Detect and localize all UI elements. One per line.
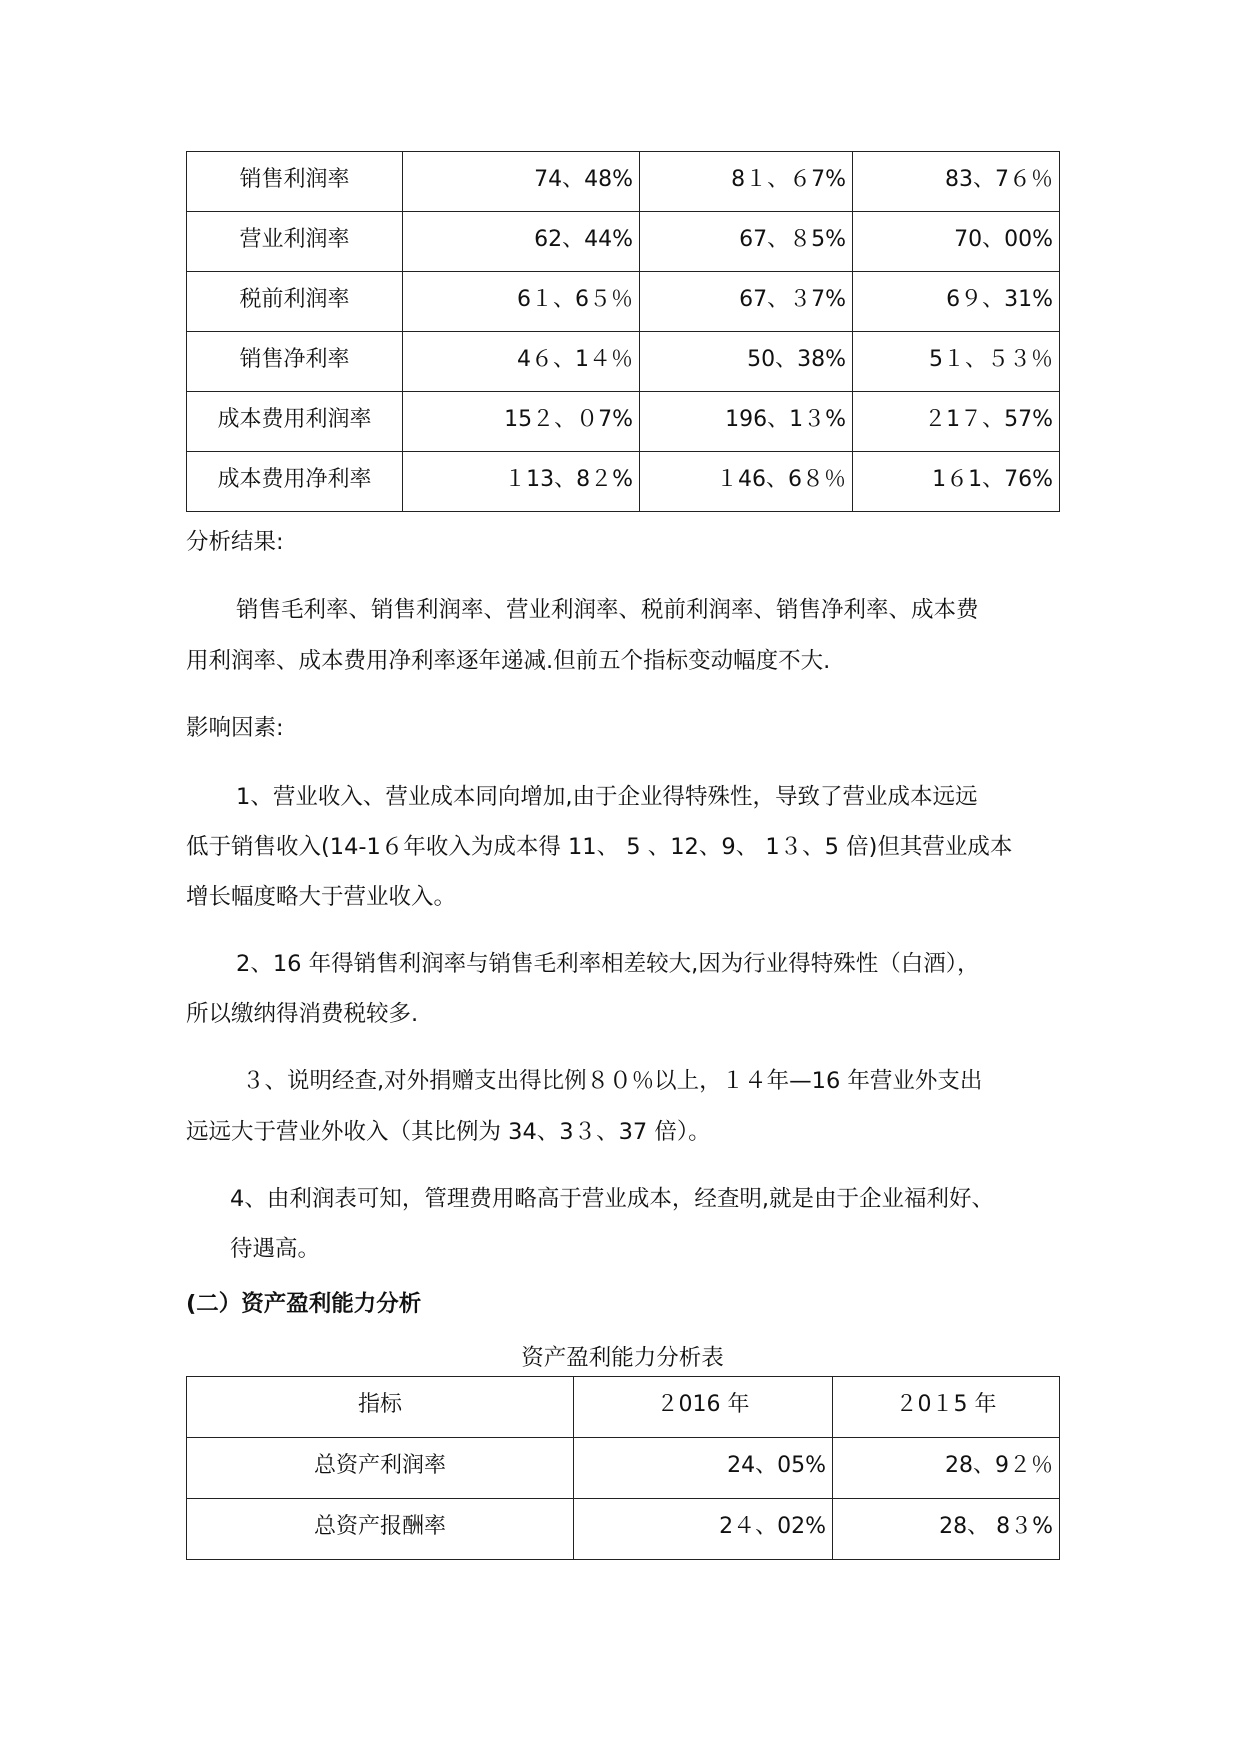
section-heading: (二）资产盈利能力分析 xyxy=(186,1291,422,1317)
cell-value: 28、9２％ xyxy=(833,1438,1060,1499)
row-label: 销售净利率 xyxy=(187,332,403,392)
cell-value: 67、３7% xyxy=(640,272,853,332)
factor-1-text: 低于销售收入(14-1６年收入为成本得 11、 5 、12、9、 1３、5 倍)但其营业成本 xyxy=(186,834,1013,860)
factor-2-text: 2、16 年得销售利润率与销售毛利率相差较大,因为行业得特殊性（白酒）， xyxy=(236,951,980,977)
cell-value: 83、7６％ xyxy=(853,152,1060,212)
factors-heading: 影响因素: xyxy=(186,715,284,741)
factor-2-text: 所以缴纳得消费税较多. xyxy=(186,1001,419,1027)
cell-value: 1６1、76% xyxy=(853,452,1060,512)
analysis-result-text: 销售毛利率、销售利润率、营业利润率、税前利润率、销售净利率、成本费 xyxy=(236,597,979,623)
asset-profitability-table xyxy=(186,1376,1060,1560)
row-label: 总资产利润率 xyxy=(187,1438,574,1499)
cell-value: 24、05% xyxy=(574,1438,833,1499)
cell-value: 2４、02% xyxy=(574,1499,833,1560)
row-label: 成本费用净利率 xyxy=(187,452,403,512)
table-row xyxy=(187,452,1060,512)
cell-value: 196、1３% xyxy=(640,392,853,452)
cell-value: １46、6８％ xyxy=(640,452,853,512)
row-label: 总资产报酬率 xyxy=(187,1499,574,1560)
cell-value: ２1７、57% xyxy=(853,392,1060,452)
table-row xyxy=(187,332,1060,392)
table-row xyxy=(187,152,1060,212)
table-row xyxy=(187,392,1060,452)
factor-4-text: 待遇高。 xyxy=(230,1236,321,1262)
table-row xyxy=(187,1438,1060,1499)
row-label: 销售利润率 xyxy=(187,152,403,212)
cell-value: 70、00% xyxy=(853,212,1060,272)
row-label: 营业利润率 xyxy=(187,212,403,272)
table-row xyxy=(187,272,1060,332)
cell-value: 5１、５３％ xyxy=(853,332,1060,392)
cell-value: 67、８5% xyxy=(640,212,853,272)
cell-value: 74、48% xyxy=(403,152,640,212)
column-header: ２016 年 xyxy=(574,1377,833,1438)
profit-ratio-table xyxy=(186,151,1060,512)
row-label: 成本费用利润率 xyxy=(187,392,403,452)
cell-value: 6９、31% xyxy=(853,272,1060,332)
row-label: 税前利润率 xyxy=(187,272,403,332)
factor-3-text: ３、说明经查,对外捐赠支出得比例８０％以上，１４年—16 年营业外支出 xyxy=(242,1068,983,1094)
column-header: ２0１5 年 xyxy=(833,1377,1060,1438)
cell-value: 4６、1４％ xyxy=(403,332,640,392)
cell-value: 8１、６7% xyxy=(640,152,853,212)
cell-value: 6１、6５％ xyxy=(403,272,640,332)
cell-value: 62、44% xyxy=(403,212,640,272)
analysis-result-heading: 分析结果: xyxy=(186,529,284,555)
cell-value: 15２、０7% xyxy=(403,392,640,452)
cell-value: 50、38% xyxy=(640,332,853,392)
analysis-result-text: 用利润率、成本费用净利率逐年递减.但前五个指标变动幅度不大. xyxy=(186,648,831,674)
factor-3-text: 远远大于营业外收入（其比例为 34、3３、37 倍）。 xyxy=(186,1119,711,1145)
table-row xyxy=(187,212,1060,272)
factor-1-text: 1、营业收入、营业成本同向增加,由于企业得特殊性，导致了营业成本远远 xyxy=(236,784,978,810)
column-header: 指标 xyxy=(187,1377,574,1438)
table-row xyxy=(187,1499,1060,1560)
table-caption: 资产盈利能力分析表 xyxy=(521,1345,724,1371)
cell-value: １13、8２% xyxy=(403,452,640,512)
cell-value: 28、 8３% xyxy=(833,1499,1060,1560)
factor-4-text: 4、由利润表可知，管理费用略高于营业成本，经查明,就是由于企业福利好、 xyxy=(230,1186,994,1212)
table-header-row xyxy=(187,1377,1060,1438)
factor-1-text: 增长幅度略大于营业收入。 xyxy=(186,884,457,910)
